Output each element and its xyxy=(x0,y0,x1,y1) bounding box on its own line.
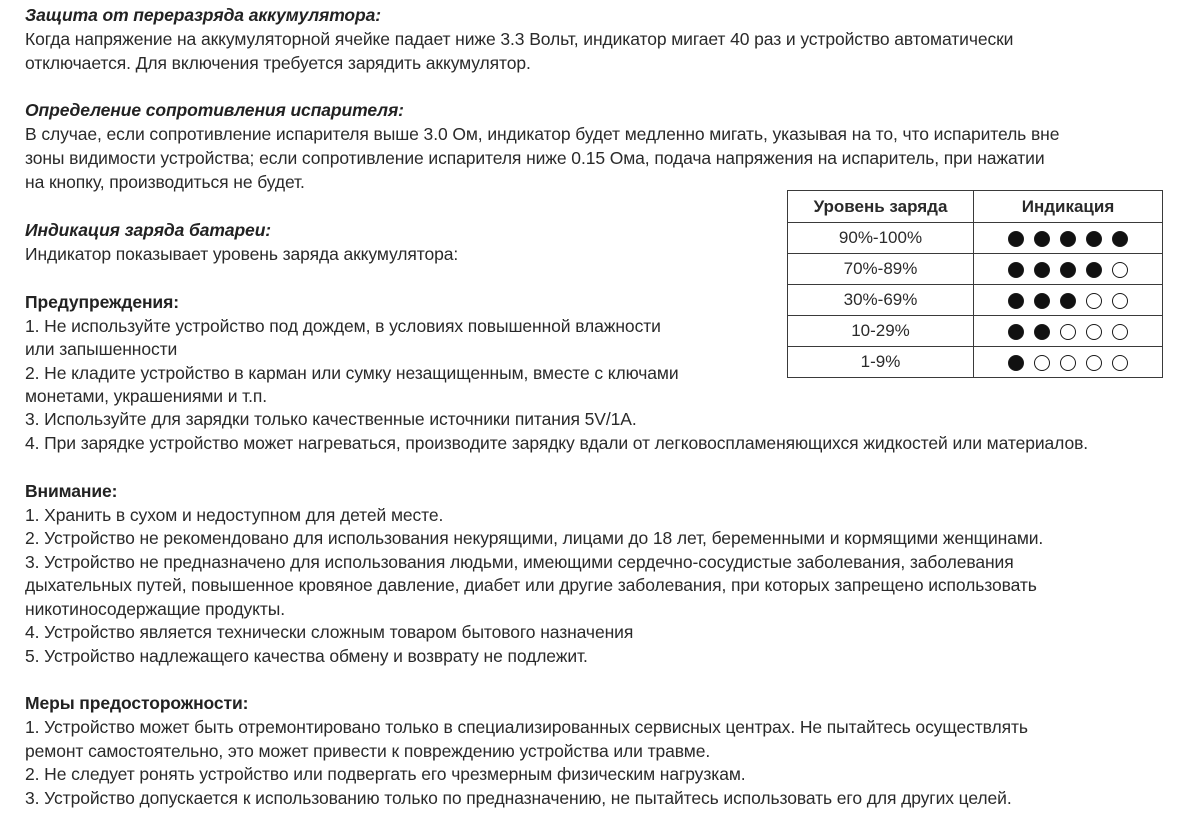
warnings-line: монетами, украшениями и т.п. xyxy=(25,386,268,406)
filled-dot-icon xyxy=(1008,293,1024,309)
attention-title: Внимание: xyxy=(25,481,118,501)
table-row xyxy=(788,223,1163,254)
empty-dot-icon xyxy=(1060,355,1076,371)
attention-line: дыхательных путей, повышенное кровяное давление, диабет или другие заболевания, при которых запрещено использовать xyxy=(25,575,1037,595)
attention-line: 3. Устройство не предназначено для использования людьми, имеющими сердечно-сосудистые заболевания, заболевания xyxy=(25,552,1014,572)
warnings-line: или запышенности xyxy=(25,339,178,359)
attention-line: 2. Устройство не рекомендовано для использования некурящими, лицами до 18 лет, беременными и кормящими женщинами. xyxy=(25,528,1044,548)
empty-dot-icon xyxy=(1112,324,1128,340)
filled-dot-icon xyxy=(1034,293,1050,309)
table-row xyxy=(788,285,1163,316)
precautions-title: Меры предосторожности: xyxy=(25,693,249,713)
charge-level-table xyxy=(787,190,1163,378)
warnings-line: 3. Используйте для зарядки только качественные источники питания 5V/1A. xyxy=(25,409,637,429)
filled-dot-icon xyxy=(1060,262,1076,278)
warnings-title: Предупреждения: xyxy=(25,292,179,312)
indicator-dots xyxy=(1008,355,1128,371)
filled-dot-icon xyxy=(1008,231,1024,247)
empty-dot-icon xyxy=(1086,324,1102,340)
empty-dot-icon xyxy=(1112,293,1128,309)
header-indication: Индикация xyxy=(974,191,1163,223)
empty-dot-icon xyxy=(1112,262,1128,278)
resistance-title: Определение сопротивления испарителя: xyxy=(25,100,404,120)
warnings-line: 4. При зарядке устройство может нагреваться, производите зарядку вдали от легковоспламеняющихся жидкостей или материалов. xyxy=(25,433,1089,453)
charge-level-cell: 1-9% xyxy=(788,347,974,378)
table-header-row xyxy=(788,191,1163,223)
battery-title: Индикация заряда батареи: xyxy=(25,220,272,240)
indicator-dots xyxy=(1008,262,1128,278)
charge-level-cell: 10-29% xyxy=(788,316,974,347)
filled-dot-icon xyxy=(1112,231,1128,247)
battery-line: Индикатор показывает уровень заряда аккумулятора: xyxy=(25,244,459,264)
warnings-line: 2. Не кладите устройство в карман или сумку незащищенным, вместе с ключами xyxy=(25,363,679,383)
empty-dot-icon xyxy=(1060,324,1076,340)
filled-dot-icon xyxy=(1008,262,1024,278)
empty-dot-icon xyxy=(1086,293,1102,309)
header-charge-level: Уровень заряда xyxy=(788,191,974,223)
precautions-line: 3. Устройство допускается к использованию только по предназначению, не пытайтесь использовать его для других целей. xyxy=(25,788,1012,808)
resistance-line: В случае, если сопротивление испарителя выше 3.0 Ом, индикатор будет медленно мигать, указывая на то, что испаритель вне xyxy=(25,124,1060,144)
indicator-dots xyxy=(1008,324,1128,340)
indicator-cell xyxy=(974,223,1163,254)
attention-line: 1. Хранить в сухом и недоступном для детей месте. xyxy=(25,505,444,525)
indicator-dots xyxy=(1008,293,1128,309)
overdischarge-line: Когда напряжение на аккумуляторной ячейке падает ниже 3.3 Вольт, индикатор мигает 40 раз и устройство автоматически xyxy=(25,29,1014,49)
charge-level-cell: 30%-69% xyxy=(788,285,974,316)
overdischarge-title: Защита от переразряда аккумулятора: xyxy=(25,5,381,25)
filled-dot-icon xyxy=(1060,231,1076,247)
attention-line: 5. Устройство надлежащего качества обмену и возврату не подлежит. xyxy=(25,646,588,666)
charge-level-cell: 90%-100% xyxy=(788,223,974,254)
empty-dot-icon xyxy=(1086,355,1102,371)
filled-dot-icon xyxy=(1034,262,1050,278)
empty-dot-icon xyxy=(1112,355,1128,371)
indicator-cell xyxy=(974,254,1163,285)
table-row xyxy=(788,254,1163,285)
indicator-cell xyxy=(974,347,1163,378)
filled-dot-icon xyxy=(1008,324,1024,340)
filled-dot-icon xyxy=(1008,355,1024,371)
table-row xyxy=(788,347,1163,378)
charge-level-cell: 70%-89% xyxy=(788,254,974,285)
indicator-cell xyxy=(974,316,1163,347)
precautions-line: 2. Не следует ронять устройство или подвергать его чрезмерным физическим нагрузкам. xyxy=(25,764,746,784)
filled-dot-icon xyxy=(1034,231,1050,247)
filled-dot-icon xyxy=(1060,293,1076,309)
filled-dot-icon xyxy=(1034,324,1050,340)
empty-dot-icon xyxy=(1034,355,1050,371)
attention-line: 4. Устройство является технически сложным товаром бытового назначения xyxy=(25,622,634,642)
indicator-dots xyxy=(1008,231,1128,247)
table-row xyxy=(788,316,1163,347)
warnings-line: 1. Не используйте устройство под дождем, в условиях повышенной влажности xyxy=(25,316,661,336)
indicator-cell xyxy=(974,285,1163,316)
resistance-line: зоны видимости устройства; если сопротивление испарителя ниже 0.15 Ома, подача напряжения на испаритель, при нажатии xyxy=(25,148,1045,168)
filled-dot-icon xyxy=(1086,262,1102,278)
resistance-line: на кнопку, производиться не будет. xyxy=(25,172,305,192)
precautions-line: 1. Устройство может быть отремонтировано только в специализированных сервисных центрах. Не пытайтесь осуществлять xyxy=(25,717,1028,737)
precautions-line: ремонт самостоятельно, это может привести к повреждению устройства или травме. xyxy=(25,741,711,761)
filled-dot-icon xyxy=(1086,231,1102,247)
attention-line: никотиносодержащие продукты. xyxy=(25,599,286,619)
overdischarge-line: отключается. Для включения требуется зарядить аккумулятор. xyxy=(25,53,531,73)
